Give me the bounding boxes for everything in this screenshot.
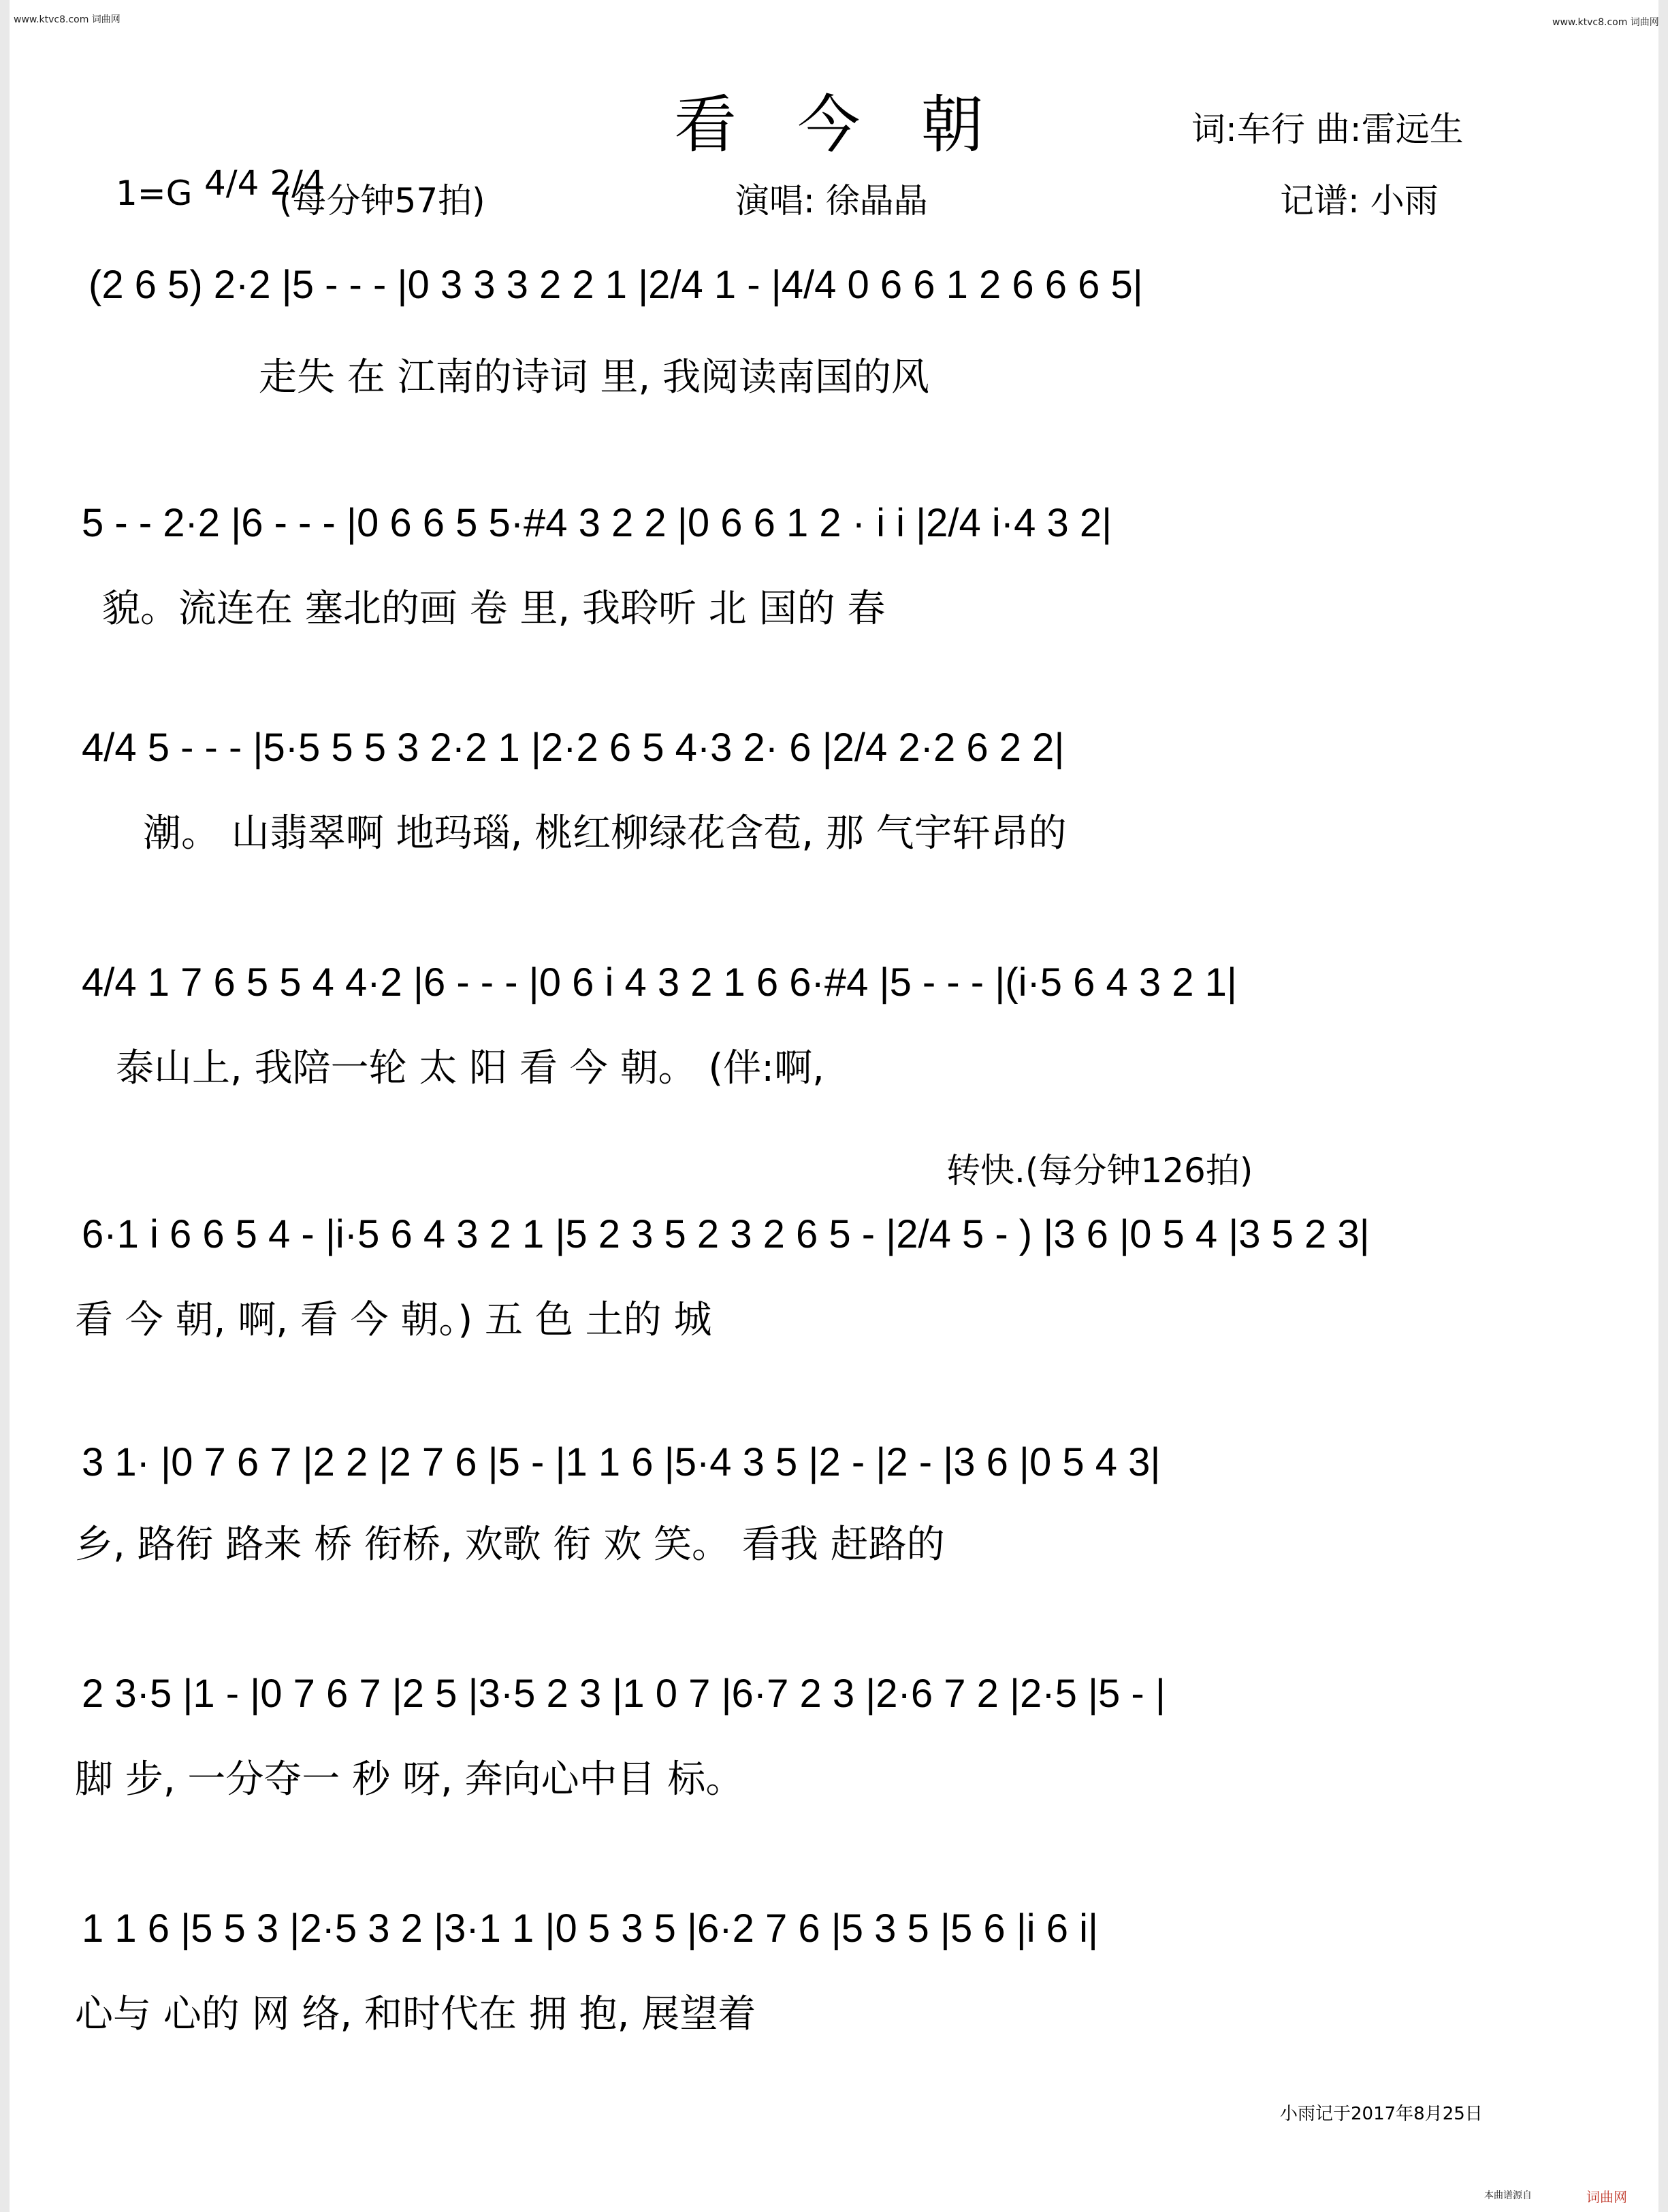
source-label: 本曲谱源自 [1484, 2190, 1532, 2201]
lyrics-line-8: 心与 心的 网 络, 和时代在 拥 抱, 展望着 [75, 1992, 756, 2036]
score-line-1: (2 6 5) 2·2 |5 - - - |0 3 3 3 2 2 1 |2/4 1 - |4/4 0 6 6 1 2 6 6 6 5| [89, 263, 1143, 307]
right-border-strip [1658, 0, 1668, 2212]
lyrics-line-4: 泰山上, 我陪一轮 太 阳 看 今 朝。 (伴:啊, [116, 1046, 824, 1090]
source-site-logo: 词曲网 [1586, 2189, 1627, 2205]
score-line-5: 6·1 i 6 6 5 4 - |i·5 6 4 3 2 1 |5 2 3 5 2 3 2 6 5 - |2/4 5 - ) |3 6 |0 5 4 |3 5 2 3| [82, 1212, 1370, 1256]
transcription-date: 小雨记于2017年8月25日 [1280, 2104, 1483, 2124]
tempo-marking: (每分钟57拍) [279, 181, 485, 221]
lyrics-line-7: 脚 步, 一分夺一 秒 呀, 奔向心中目 标。 [75, 1757, 744, 1802]
score-line-3: 4/4 5 - - - |5·5 5 5 3 2·2 1 |2·2 6 5 4·3 2· 6 |2/4 2·2 6 2 2| [82, 726, 1065, 770]
left-border-strip [0, 0, 10, 2212]
tempo-change: 转快.(每分钟126拍) [946, 1151, 1253, 1190]
score-line-8: 1 1 6 |5 5 3 |2·5 3 2 |3·1 1 |0 5 3 5 |6·2 7 6 |5 3 5 |5 6 |i 6 i| [82, 1906, 1099, 1951]
watermark-top-left: www.ktvc8.com 词曲网 [14, 14, 121, 25]
score-line-7: 2 3·5 |1 - |0 7 6 7 |2 5 |3·5 2 3 |1 0 7 |6·7 2 3 |2·6 7 2 |2·5 |5 - | [82, 1672, 1166, 1716]
watermark-top-right: www.ktvc8.com 词曲网 [1552, 17, 1659, 28]
lyrics-line-2: 貌。流连在 塞北的画 卷 里, 我聆听 北 国的 春 [102, 587, 886, 631]
key-signature: 1=G [116, 174, 193, 213]
lyrics-line-3: 潮。 山翡翠啊 地玛瑙, 桃红柳绿花含苞, 那 气宇轩昂的 [143, 811, 1067, 856]
score-line-4: 4/4 1 7 6 5 5 4 4·2 |6 - - - |0 6 i 4 3 2 1 6 6·#4 |5 - - - |(i·5 6 4 3 2 1| [82, 960, 1237, 1005]
lyrics-line-6: 乡, 路衔 路来 桥 衔桥, 欢歌 衔 欢 笑。 看我 赶路的 [75, 1523, 945, 1567]
transcriber-credit: 记谱: 小雨 [1280, 181, 1439, 221]
time-signatures: 4/4 2/4 [204, 163, 325, 203]
score-line-2: 5 - - 2·2 |6 - - - |0 6 6 5 5·#4 3 2 2 |0 6 6 1 2 · i i |2/4 i·4 3 2| [82, 501, 1112, 545]
lyrics-line-1: 走失 在 江南的诗词 里, 我阅读南国的风 [259, 355, 930, 400]
singer-credit: 演唱: 徐晶晶 [735, 181, 928, 221]
score-line-6: 3 1· |0 7 6 7 |2 2 |2 7 6 |5 - |1 1 6 |5·4 3 5 |2 - |2 - |3 6 |0 5 4 3| [82, 1440, 1161, 1484]
song-title: 看 今 朝 [674, 88, 1004, 161]
lyricist-composer: 词:车行 曲:雷远生 [1191, 110, 1464, 149]
lyrics-line-5: 看 今 朝, 啊, 看 今 朝。) 五 色 土的 城 [75, 1298, 712, 1342]
